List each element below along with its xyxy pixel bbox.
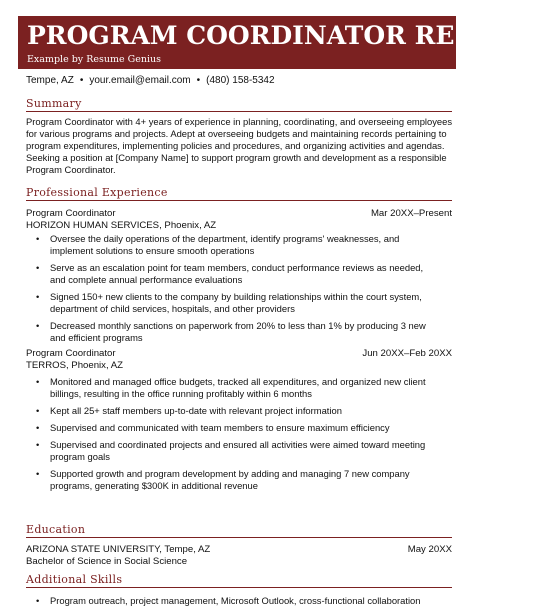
job-1-title: Program Coordinator (26, 208, 116, 219)
list-item: • Supervised and communicated with team members to ensure maximum efficiency (26, 422, 426, 434)
experience-divider (26, 200, 452, 201)
job-2-title: Program Coordinator (26, 348, 116, 359)
list-item: • Monitored and managed office budgets, tracked all expenditures, and organized new client billings, resulting in the office running profitably within 6 months (26, 376, 426, 400)
contact-separator: • (196, 75, 201, 86)
job-1-bullets (26, 233, 426, 349)
skills-heading: Additional Skills (26, 573, 123, 586)
contact-email: your.email@email.com (89, 75, 191, 86)
education-divider (26, 537, 452, 538)
contact-separator: • (79, 75, 84, 86)
list-item: • Signed 150+ new clients to the company by building relationships within the court system, department of child services, hospitals, and other providers (26, 291, 426, 315)
job-2-bullets (26, 376, 426, 497)
job-2-org: TERROS, Phoenix, AZ (26, 360, 124, 371)
education-school: ARIZONA STATE UNIVERSITY, Tempe, AZ (26, 544, 211, 555)
title-banner (18, 16, 541, 69)
resume-subtitle: Example by Resume Genius (27, 54, 161, 65)
resume-title: PROGRAM COORDINATOR RESUME (27, 21, 541, 50)
skills-divider (26, 587, 452, 588)
skills-list (26, 595, 456, 607)
list-item: • Oversee the daily operations of the department, identify programs' weaknesses, and implement solutions to ensure smooth operations (26, 233, 426, 257)
list-item: • Kept all 25+ staff members up-to-date with relevant project information (26, 405, 426, 417)
job-1-org: HORIZON HUMAN SERVICES, Phoenix, AZ (26, 220, 217, 231)
list-item: • Supervised and coordinated projects and ensured all activities were aimed toward meeting program goals (26, 439, 426, 463)
education-date: May 20XX (407, 544, 452, 555)
job-2-dates: Jun 20XX–Feb 20XX (362, 348, 452, 359)
experience-heading: Professional Experience (26, 186, 168, 199)
contact-location: Tempe, AZ (26, 75, 74, 86)
contact-phone: (480) 158-5342 (206, 75, 275, 86)
contact-line (26, 75, 275, 86)
summary-heading: Summary (26, 97, 82, 110)
job-1-dates: Mar 20XX–Present (370, 208, 452, 219)
education-degree: Bachelor of Science in Social Science (26, 556, 188, 567)
list-item: • Decreased monthly sanctions on paperwork from 20% to less than 1% by producing 3 new and efficient programs (26, 320, 426, 344)
list-item: • Supported growth and program development by adding and managing 7 new company programs, generating $300K in additional revenue (26, 468, 426, 492)
summary-text: Program Coordinator with 4+ years of experience in planning, coordinating, and overseeing employees for various programs and projects. Adept at overseeing budgets and maintaining records pertaining to program expenditures, implementing policies and procedures, and organizing activities and agendas. Seeking a position at [Company Name] to support program growth and development as a responsible Program Coordinator. (26, 116, 453, 175)
list-item: • Serve as an escalation point for team members, conduct performance reviews as needed, and complete annual performance evaluations (26, 262, 426, 286)
list-item: • Program outreach, project management, Microsoft Outlook, cross-functional collaboration (26, 595, 456, 607)
summary-divider (26, 111, 452, 112)
education-heading: Education (26, 523, 86, 536)
